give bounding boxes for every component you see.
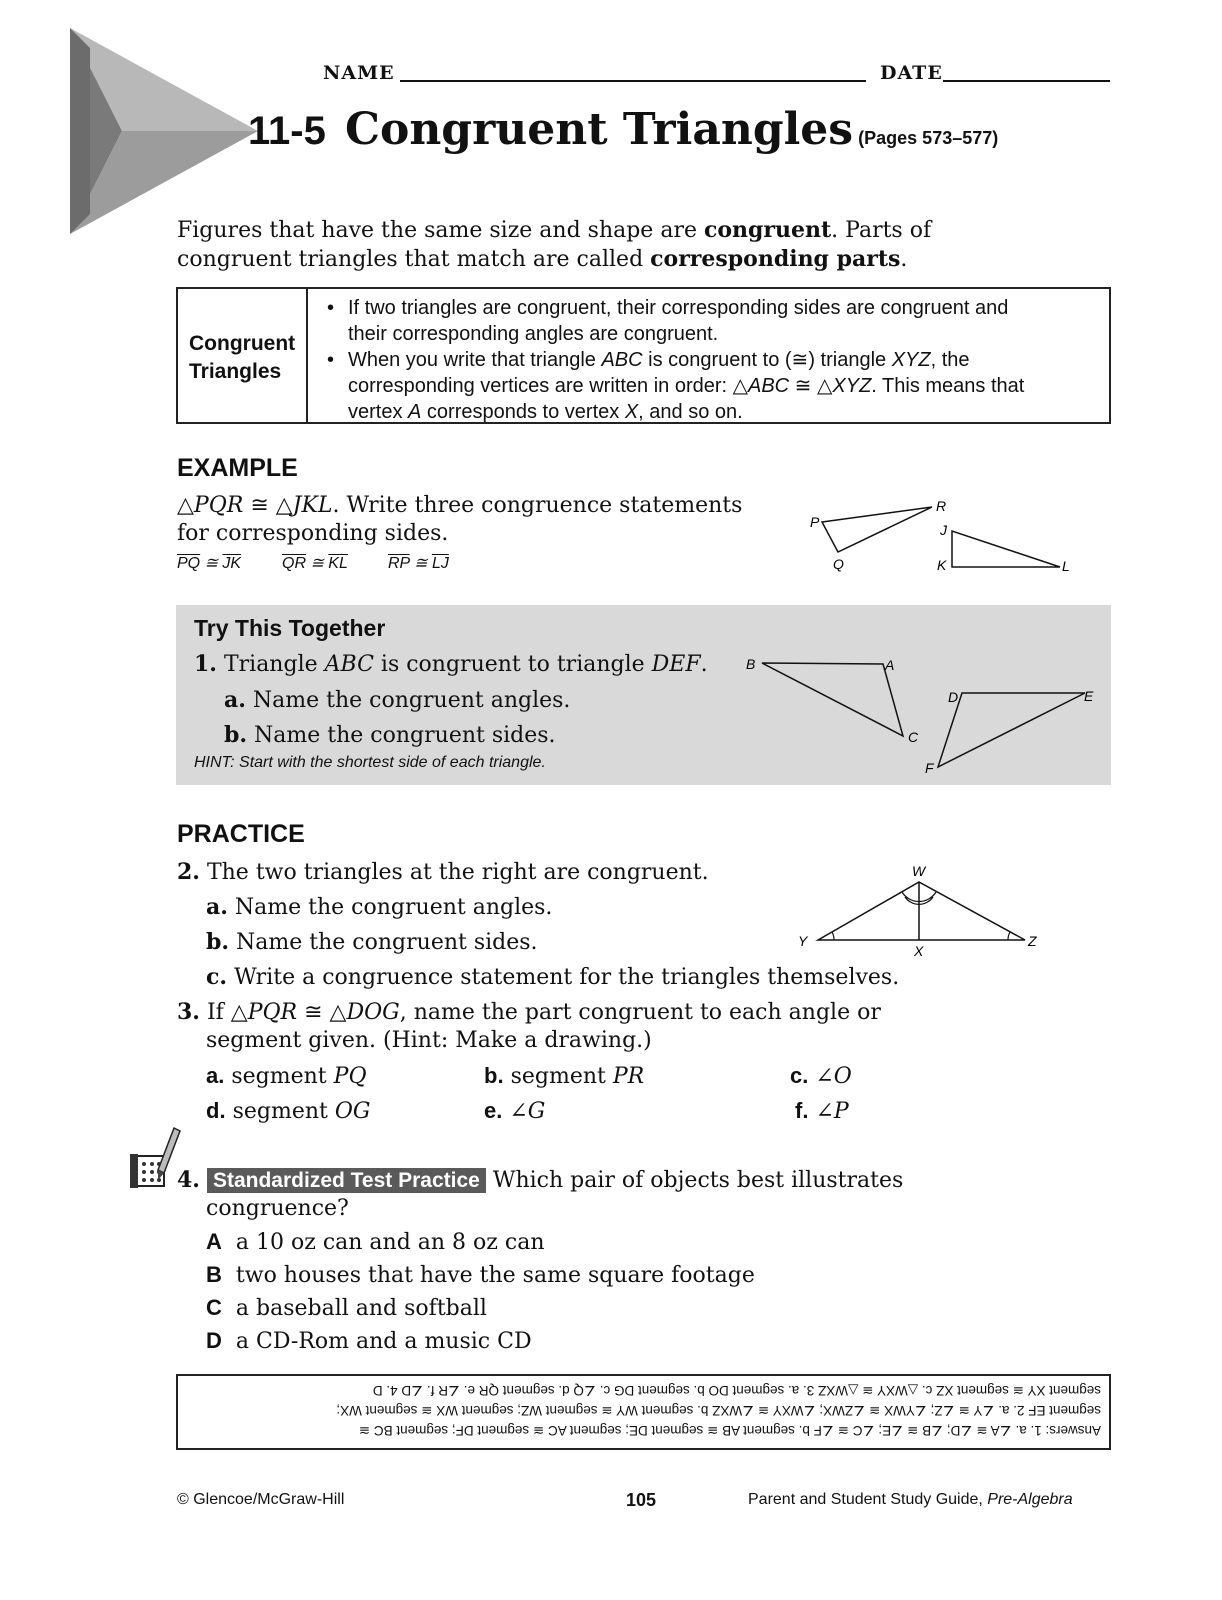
try-together-figure	[740, 652, 1100, 780]
lesson-title: Congruent Triangles	[344, 104, 854, 155]
label-x: X	[914, 943, 924, 959]
question-3a: a. segment PQ	[206, 1063, 367, 1089]
label-y: Y	[798, 933, 808, 949]
question-1b: b. Name the congruent sides.	[224, 722, 556, 748]
answers-text: Answers: 1. a. ∠A ≅ ∠D; ∠B ≅ ∠E; ∠C ≅ ∠F b. segment AB ≅ segment DE; segment AC ≅ segment DF; segment BC ≅ segment EF 2. a. ∠Y ≅ ∠Z; ∠YWX ≅ ∠ZWX; ∠WXY ≅ ∠WXZ b. segment WY ≅ segment WZ; segment WX ≅ segment WX; segment XY ≅ segment XZ c. △WXY ≅ △WXZ 3. a. segment DO b. segment DG c. ∠Q d. segment QR e. ∠R f. ∠D 4. D	[336, 1383, 1101, 1438]
name-label: NAME	[323, 62, 395, 84]
angle-mark-y	[832, 932, 834, 940]
label-l: L	[1062, 558, 1070, 574]
question-2b: b. Name the congruent sides.	[206, 929, 538, 955]
triangle-pqr	[822, 507, 932, 552]
question-3c: c. ∠O	[790, 1063, 852, 1089]
label-d: D	[948, 689, 959, 705]
triangle-wyz	[818, 882, 1025, 940]
pencil-answer-sheet-icon	[128, 1122, 182, 1194]
standardized-test-badge: Standardized Test Practice	[207, 1168, 486, 1193]
practice-heading: PRACTICE	[177, 820, 305, 848]
page-title	[248, 104, 998, 155]
choice-b[interactable]: B two houses that have the same square footage	[206, 1262, 755, 1288]
angle-mark-z	[1008, 932, 1010, 940]
question-3f: f. ∠P	[795, 1098, 849, 1124]
label-b: B	[746, 656, 756, 672]
choice-d[interactable]: D a CD-Rom and a music CD	[206, 1328, 532, 1354]
question-3b: b. segment PR	[484, 1063, 645, 1089]
label-k: K	[937, 557, 947, 573]
page-number: 105	[626, 1490, 657, 1510]
footer-book-title: Parent and Student Study Guide, Pre-Algebra	[748, 1491, 1073, 1508]
label-q: Q	[833, 556, 844, 572]
question-4-line2: congruence?	[206, 1196, 349, 1221]
example-triangles-figure	[800, 495, 1090, 580]
lesson-number: 11-5	[248, 109, 326, 153]
example-answer-3: $\overline{RP}$ ≅ $\overline{LJ}$	[388, 555, 449, 572]
header-arrow-graphic	[70, 28, 260, 234]
question-2a: a. Name the congruent angles.	[206, 894, 553, 920]
label-w: W	[912, 863, 926, 879]
question-2c: c. Write a congruence statement for the triangles themselves.	[206, 964, 900, 990]
label-z: Z	[1028, 933, 1037, 949]
label-f: F	[925, 760, 934, 776]
question-1a: a. Name the congruent angles.	[224, 687, 571, 713]
label-e: E	[1084, 688, 1094, 704]
question-3d: d. segment OG	[206, 1098, 371, 1124]
question-3: 3. If △PQR ≅ △DOG, name the part congruent to each angle or segment given. (Hint: Make a drawing.)	[177, 999, 881, 1053]
example-answer-2: $\overline{QR}$ ≅ $\overline{KL}$	[282, 555, 348, 572]
example-heading: EXAMPLE	[177, 454, 298, 482]
question-1: 1. Triangle ABC is congruent to triangle DEF.	[194, 651, 708, 677]
label-a: A	[885, 657, 895, 673]
hint-text: HINT: Start with the shortest side of each triangle.	[194, 754, 546, 771]
question-3e: e. ∠G	[484, 1098, 546, 1124]
answers-box	[176, 1374, 1111, 1450]
label-j: J	[940, 522, 947, 538]
date-field[interactable]	[943, 80, 1110, 82]
triangle-jkl	[952, 531, 1060, 567]
label-r: R	[936, 498, 947, 514]
choice-a[interactable]: A a 10 oz can and an 8 oz can	[206, 1229, 545, 1255]
choice-c[interactable]: C a baseball and softball	[206, 1295, 487, 1321]
question-2: 2. The two triangles at the right are congruent.	[177, 859, 709, 885]
concept-box-text: • If two triangles are congruent, their corresponding sides are congruent and their corresponding angles are congruent. • When you write that triangle ABC is congruent to (≅) triangle XYZ, the corresponding vertices are written in order: △ABC ≅ △XYZ. This means that vertex A corresponds to vertex X, and so on.	[327, 297, 1025, 423]
concept-box-label: Congruent Triangles	[189, 332, 296, 383]
intro-paragraph: Figures that have the same size and shape are congruent. Parts of congruent triangles that match are called corresponding parts.	[177, 217, 932, 272]
name-field[interactable]	[400, 80, 866, 82]
triangle-abc	[762, 663, 903, 736]
concept-box	[176, 287, 1111, 424]
date-label: DATE	[880, 62, 943, 84]
try-together-heading: Try This Together	[194, 615, 386, 641]
example-statement: △PQR ≅ △JKL. Write three congruence statements for corresponding sides.	[177, 493, 743, 546]
label-p: P	[810, 514, 820, 530]
example-answer-1: $\overline{PQ}$ ≅ $\overline{JK}$	[177, 555, 242, 572]
lesson-pages: (Pages 573–577)	[858, 128, 999, 148]
triangle-def	[938, 693, 1085, 767]
footer-copyright: © Glencoe/McGraw-Hill	[177, 1491, 345, 1508]
concept-box-divider	[306, 289, 308, 422]
question-4: 4. Standardized Test Practice Which pair of objects best illustrates	[177, 1167, 904, 1193]
practice-triangles-figure	[790, 860, 1050, 960]
label-c: C	[908, 729, 919, 745]
